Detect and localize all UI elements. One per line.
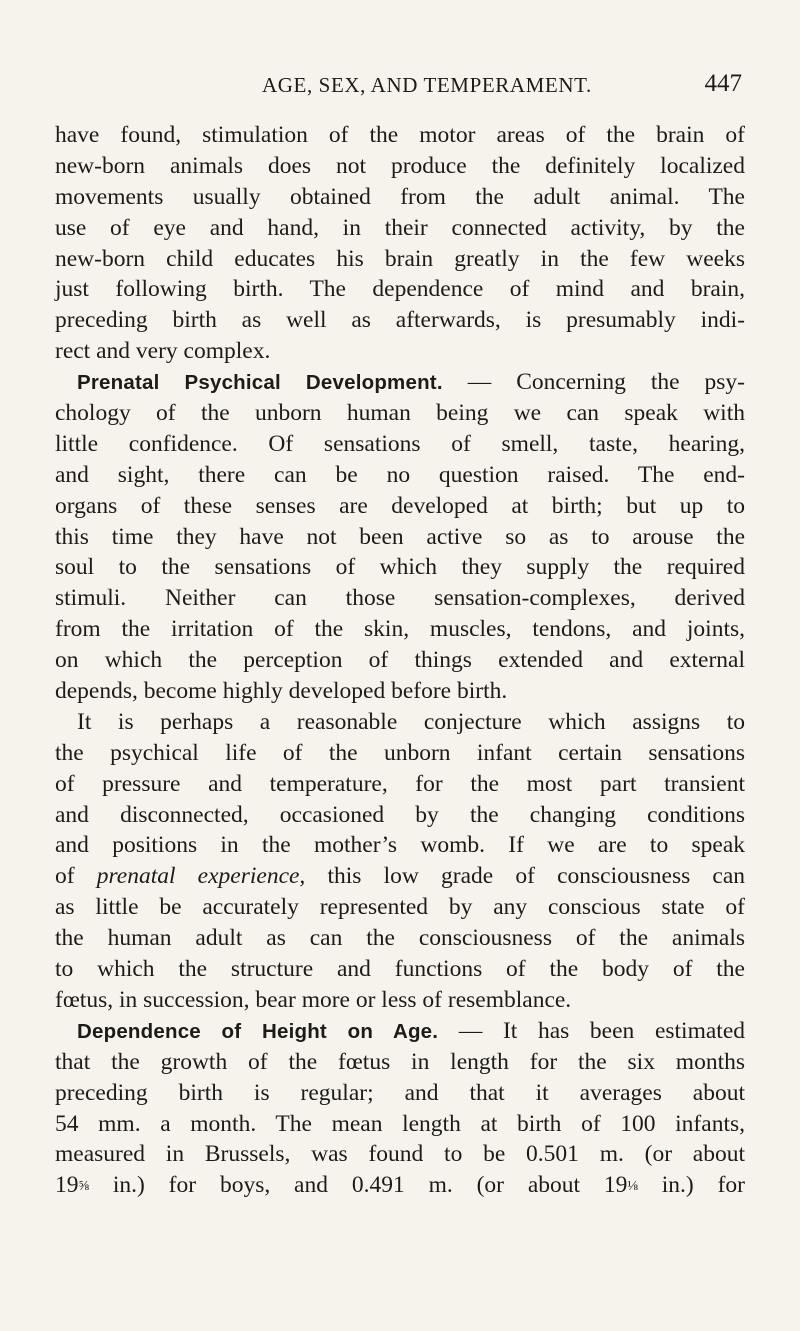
text-line bbox=[55, 861, 745, 892]
text-line: just following birth. The dependence of mind and brain, bbox=[55, 276, 745, 303]
running-head-title: AGE, SEX, AND TEMPERAMENT. bbox=[262, 73, 592, 97]
text-line: of pressure and temperature, for the most part transient bbox=[55, 770, 745, 797]
text-fragment: — It has been estimated bbox=[438, 1017, 745, 1044]
text-line: soul to the sensations of which they supply the required bbox=[55, 554, 745, 581]
text-fragment: in.) for boys, and 0.491 m. (or about 19 bbox=[89, 1172, 628, 1199]
section-heading-height: Dependence of Height on Age. bbox=[77, 1019, 439, 1043]
text-line bbox=[55, 367, 745, 398]
text-line: new-born animals does not produce the definitely localized bbox=[55, 152, 745, 179]
italic-phrase: prenatal experience, bbox=[96, 863, 306, 890]
fraction: ⅛ bbox=[627, 1179, 638, 1195]
text-line: to which the structure and functions of the body of the bbox=[55, 956, 745, 983]
text-line: little confidence. Of sensations of smell, taste, hearing, bbox=[55, 430, 745, 457]
text-line: depends, become highly developed before birth. bbox=[55, 678, 508, 705]
text-line: have found, stimulation of the motor areas of the brain of bbox=[55, 122, 745, 148]
text-fragment: — Concerning the psy- bbox=[442, 369, 745, 396]
text-line: organs of these senses are developed at birth; but up to bbox=[55, 492, 745, 519]
running-head bbox=[262, 70, 742, 104]
text-line: and sight, there can be no question raised. The end- bbox=[55, 461, 745, 488]
text-line: from the irritation of the skin, muscles, tendons, and joints, bbox=[55, 616, 745, 643]
text-line: this time they have not been active so as to arouse the bbox=[55, 523, 745, 550]
text-fragment: 19 bbox=[55, 1172, 79, 1199]
text-line: stimuli. Neither can those sensation-complexes, derived bbox=[55, 585, 745, 612]
text-line: preceding birth is regular; and that it averages about bbox=[55, 1079, 745, 1106]
text-line: rect and very complex. bbox=[55, 338, 271, 365]
text-line: on which the perception of things extended and external bbox=[55, 647, 745, 674]
text-line: preceding birth as well as afterwards, is presumably indi- bbox=[55, 307, 745, 334]
text-fragment: this low grade of consciousness can bbox=[305, 863, 746, 890]
text-line bbox=[55, 1016, 745, 1047]
page-number: 447 bbox=[704, 70, 742, 97]
text-fragment: in.) for bbox=[637, 1172, 745, 1199]
text-line: the psychical life of the unborn infant certain sensations bbox=[55, 739, 745, 766]
text-line: It is perhaps a reasonable conjecture which assigns to bbox=[77, 708, 745, 735]
text-line: movements usually obtained from the adult animal. The bbox=[55, 183, 745, 210]
text-line: chology of the unborn human being we can speak with bbox=[55, 400, 745, 427]
text-line: and disconnected, occasioned by the changing conditions bbox=[55, 801, 745, 828]
text-line: and positions in the mother’s womb. If we are to speak bbox=[55, 832, 745, 859]
text-line: measured in Brussels, was found to be 0.501 m. (or about bbox=[55, 1141, 745, 1168]
text-line: as little be accurately represented by any conscious state of bbox=[55, 894, 745, 921]
text-line: new-born child educates his brain greatly in the few weeks bbox=[55, 245, 745, 272]
text-line: that the growth of the fœtus in length for the six months bbox=[55, 1048, 745, 1075]
text-line: the human adult as can the consciousness of the animals bbox=[55, 925, 745, 952]
text-line: 54 mm. a month. The mean length at birth of 100 infants, bbox=[55, 1110, 745, 1137]
text-line bbox=[55, 1170, 745, 1201]
text-line: fœtus, in succession, bear more or less of resemblance. bbox=[55, 986, 572, 1013]
fraction: ⅝ bbox=[78, 1179, 89, 1195]
text-fragment: of bbox=[55, 863, 97, 890]
section-heading-prenatal: Prenatal Psychical Development. bbox=[77, 371, 443, 395]
body-text bbox=[55, 120, 745, 1201]
text-line: use of eye and hand, in their connected activity, by the bbox=[55, 214, 745, 241]
